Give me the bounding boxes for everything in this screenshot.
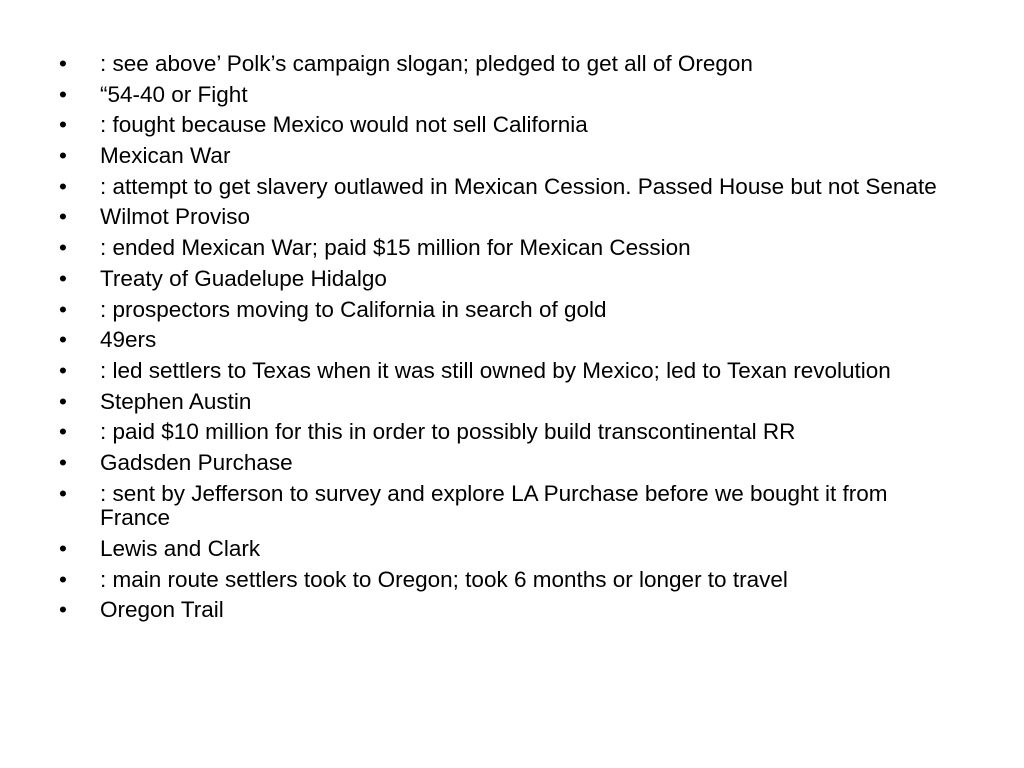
- bullet-icon: •: [59, 204, 67, 230]
- bullet-icon: •: [59, 357, 67, 383]
- bullet-icon: •: [59, 112, 67, 138]
- bullet-icon: •: [59, 566, 67, 592]
- list-item-text: : prospectors moving to California in search of gold: [100, 296, 607, 322]
- list-item-text: Gadsden Purchase: [100, 449, 293, 475]
- list-item: [56, 175, 956, 200]
- bullet-icon: •: [59, 173, 67, 199]
- list-item-text: Oregon Trail: [100, 597, 224, 623]
- list-item: [56, 482, 956, 531]
- bullet-icon: •: [59, 388, 67, 414]
- list-item: [56, 568, 956, 593]
- list-item: [56, 298, 956, 323]
- bullet-list: [56, 52, 956, 629]
- list-item-text: Stephen Austin: [100, 388, 252, 414]
- list-item-text: : main route settlers took to Oregon; took 6 months or longer to travel: [100, 566, 788, 592]
- bullet-icon: •: [59, 449, 67, 475]
- list-item: [56, 83, 956, 108]
- bullet-icon: •: [59, 597, 67, 623]
- list-item-text: Lewis and Clark: [100, 535, 261, 561]
- bullet-icon: •: [59, 235, 67, 261]
- bullet-icon: •: [59, 296, 67, 322]
- list-item: [56, 113, 956, 138]
- list-item: [56, 52, 956, 77]
- list-item: [56, 537, 956, 562]
- list-item: [56, 390, 956, 415]
- list-item-text: Mexican War: [100, 143, 231, 169]
- list-item-text: : led settlers to Texas when it was still owned by Mexico; led to Texan revolution: [100, 357, 891, 383]
- list-item: [56, 359, 956, 384]
- list-item-text: : attempt to get slavery outlawed in Mexican Cession. Passed House but not Senate: [100, 173, 937, 199]
- list-item-text: “54-40 or Fight: [100, 81, 248, 107]
- list-item: [56, 144, 956, 169]
- list-item-text: : fought because Mexico would not sell California: [100, 112, 588, 138]
- bullet-icon: •: [59, 51, 67, 76]
- bullet-icon: •: [59, 419, 67, 445]
- list-item-text: 49ers: [100, 327, 157, 353]
- list-item-text: : ended Mexican War; paid $15 million for Mexican Cession: [100, 235, 691, 261]
- list-item: [56, 328, 956, 353]
- bullet-icon: •: [59, 480, 67, 506]
- bullet-icon: •: [59, 143, 67, 169]
- list-item-text: : paid $10 million for this in order to possibly build transcontinental RR: [100, 419, 796, 445]
- list-item-text: : see above’ Polk’s campaign slogan; pledged to get all of Oregon: [100, 51, 753, 76]
- list-item: [56, 451, 956, 476]
- bullet-icon: •: [59, 265, 67, 291]
- list-item-text: Wilmot Proviso: [100, 204, 251, 230]
- list-item: [56, 598, 956, 623]
- list-item: [56, 420, 956, 445]
- list-item: [56, 236, 956, 261]
- list-item: [56, 205, 956, 230]
- list-item-text: : sent by Jefferson to survey and explore LA Purchase before we bought it from France: [100, 480, 888, 531]
- list-item-text: Treaty of Guadelupe Hidalgo: [100, 265, 387, 291]
- bullet-icon: •: [59, 327, 67, 353]
- bullet-icon: •: [59, 81, 67, 107]
- bullet-icon: •: [59, 535, 67, 561]
- list-item: [56, 267, 956, 292]
